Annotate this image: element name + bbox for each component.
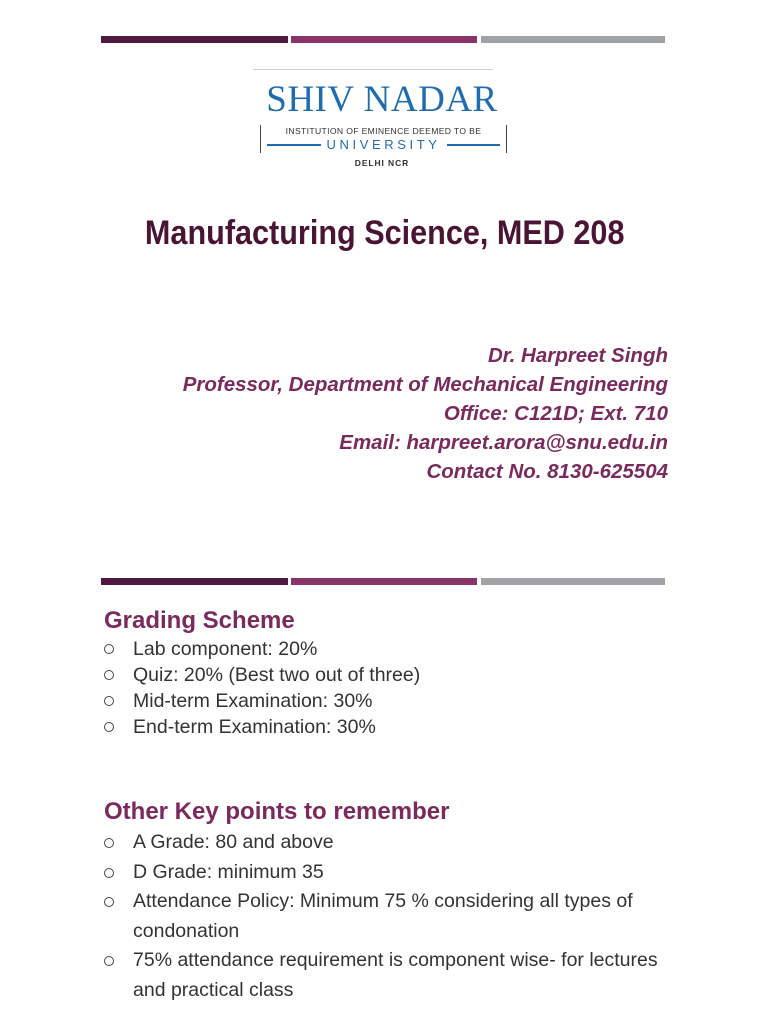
logo-subtitle-box <box>260 125 507 153</box>
logo-rule-left <box>267 144 321 146</box>
circle-bullet-icon <box>104 838 114 848</box>
list-item <box>104 828 679 858</box>
key-point-text: A Grade: 80 and above <box>133 831 334 853</box>
contact-position: Professor, Department of Mechanical Engineering <box>182 373 668 396</box>
circle-bullet-icon <box>104 868 114 878</box>
grading-item-text: Lab component: 20% <box>133 638 318 660</box>
key-points-heading: Other Key points to remember <box>104 798 450 825</box>
circle-bullet-icon <box>104 897 114 907</box>
middle-stripe <box>101 578 665 585</box>
key-point-text: 75% attendance requirement is component wise- for lectures and practical class <box>133 949 658 1001</box>
top-stripe <box>101 36 665 43</box>
contact-email: Email: harpreet.arora@snu.edu.in <box>339 431 668 454</box>
logo-university: UNIVERSITY <box>326 137 441 152</box>
list-item <box>104 688 420 714</box>
logo-location: DELHI NCR <box>354 158 410 168</box>
circle-bullet-icon <box>104 722 114 732</box>
logo-top-rule <box>253 69 493 70</box>
list-item <box>104 662 420 688</box>
grading-heading: Grading Scheme <box>104 607 295 634</box>
key-point-text: Attendance Policy: Minimum 75 % considering all types of condonation <box>133 890 633 942</box>
stripe-segment-mid <box>291 36 477 43</box>
contact-phone: Contact No. 8130-625504 <box>426 460 668 483</box>
stripe-segment-light <box>481 36 665 43</box>
stripe-segment-dark <box>101 36 288 43</box>
list-item <box>104 887 679 946</box>
stripe-segment-light <box>481 578 665 585</box>
contact-name: Dr. Harpreet Singh <box>488 344 668 367</box>
key-points-list <box>104 828 679 1005</box>
grading-item-text: Quiz: 20% (Best two out of three) <box>133 664 421 686</box>
list-item <box>104 946 679 1005</box>
logo-university-row <box>267 138 500 152</box>
logo-wordmark: SHIV NADAR <box>266 79 498 120</box>
grading-item-text: End-term Examination: 30% <box>133 716 376 738</box>
circle-bullet-icon <box>104 696 114 706</box>
stripe-segment-dark <box>101 578 288 585</box>
grading-list <box>104 636 420 740</box>
list-item <box>104 858 679 888</box>
logo-rule-right <box>447 144 501 146</box>
list-item <box>104 714 420 740</box>
circle-bullet-icon <box>104 956 114 966</box>
list-item <box>104 636 420 662</box>
page-title: Manufacturing Science, MED 208 <box>144 214 625 252</box>
stripe-segment-mid <box>291 578 477 585</box>
circle-bullet-icon <box>104 644 114 654</box>
grading-item-text: Mid-term Examination: 30% <box>133 690 373 712</box>
logo-subtitle: INSTITUTION OF EMINENCE DEEMED TO BE <box>285 126 482 136</box>
key-point-text: D Grade: minimum 35 <box>133 860 324 883</box>
circle-bullet-icon <box>104 670 114 680</box>
contact-block <box>183 341 668 486</box>
contact-office: Office: C121D; Ext. 710 <box>443 402 668 425</box>
